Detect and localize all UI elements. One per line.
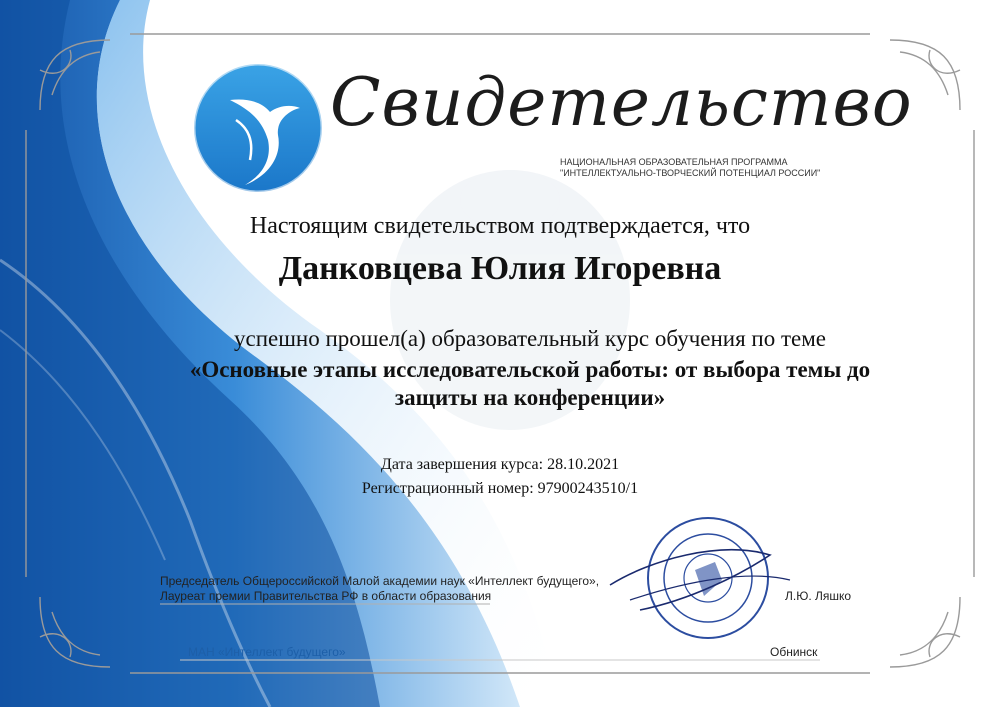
course-lead-text: успешно прошел(а) образовательный курс обучения по теме	[234, 326, 826, 351]
completion-date-label: Дата завершения курса:	[380, 456, 544, 473]
registration-number-value: 97900243510/1	[537, 480, 639, 497]
course-topic-line-2: защиты на конференции»	[394, 385, 666, 410]
program-name	[560, 157, 860, 179]
hummingbird-logo-icon	[194, 64, 322, 192]
course-topic-line-1: «Основные этапы исследовательской работы: от выбора темы до	[189, 357, 871, 382]
program-line-1: НАЦИОНАЛЬНАЯ ОБРАЗОВАТЕЛЬНАЯ ПРОГРАММА	[560, 157, 788, 167]
intro-text: Настоящим свидетельством подтверждается, что	[249, 213, 751, 239]
official-seal-stamp	[610, 518, 790, 638]
completion-date-value: 28.10.2021	[547, 456, 620, 473]
recipient-name: Данковцева Юлия Игоревна	[278, 250, 722, 287]
certificate-title: Свидетельство	[330, 64, 913, 141]
completion-date-line	[60, 456, 940, 474]
program-line-2: "ИНТЕЛЛЕКТУАЛЬНО-ТВОРЧЕСКИЙ ПОТЕНЦИАЛ РОССИИ"	[560, 168, 821, 178]
chair-title-line-2: Лауреат премии Правительства РФ в области образования	[160, 589, 492, 603]
registration-number-line	[60, 480, 940, 498]
chair-title-line-1: Председатель Общероссийской Малой академии наук «Интеллект будущего»,	[160, 574, 600, 588]
registration-number-label: Регистрационный номер:	[361, 480, 534, 497]
signer-name: Л.Ю. Ляшко	[785, 589, 852, 603]
footer-organization: МАН «Интеллект будущего»	[188, 645, 346, 659]
footer-city: Обнинск	[770, 645, 818, 659]
